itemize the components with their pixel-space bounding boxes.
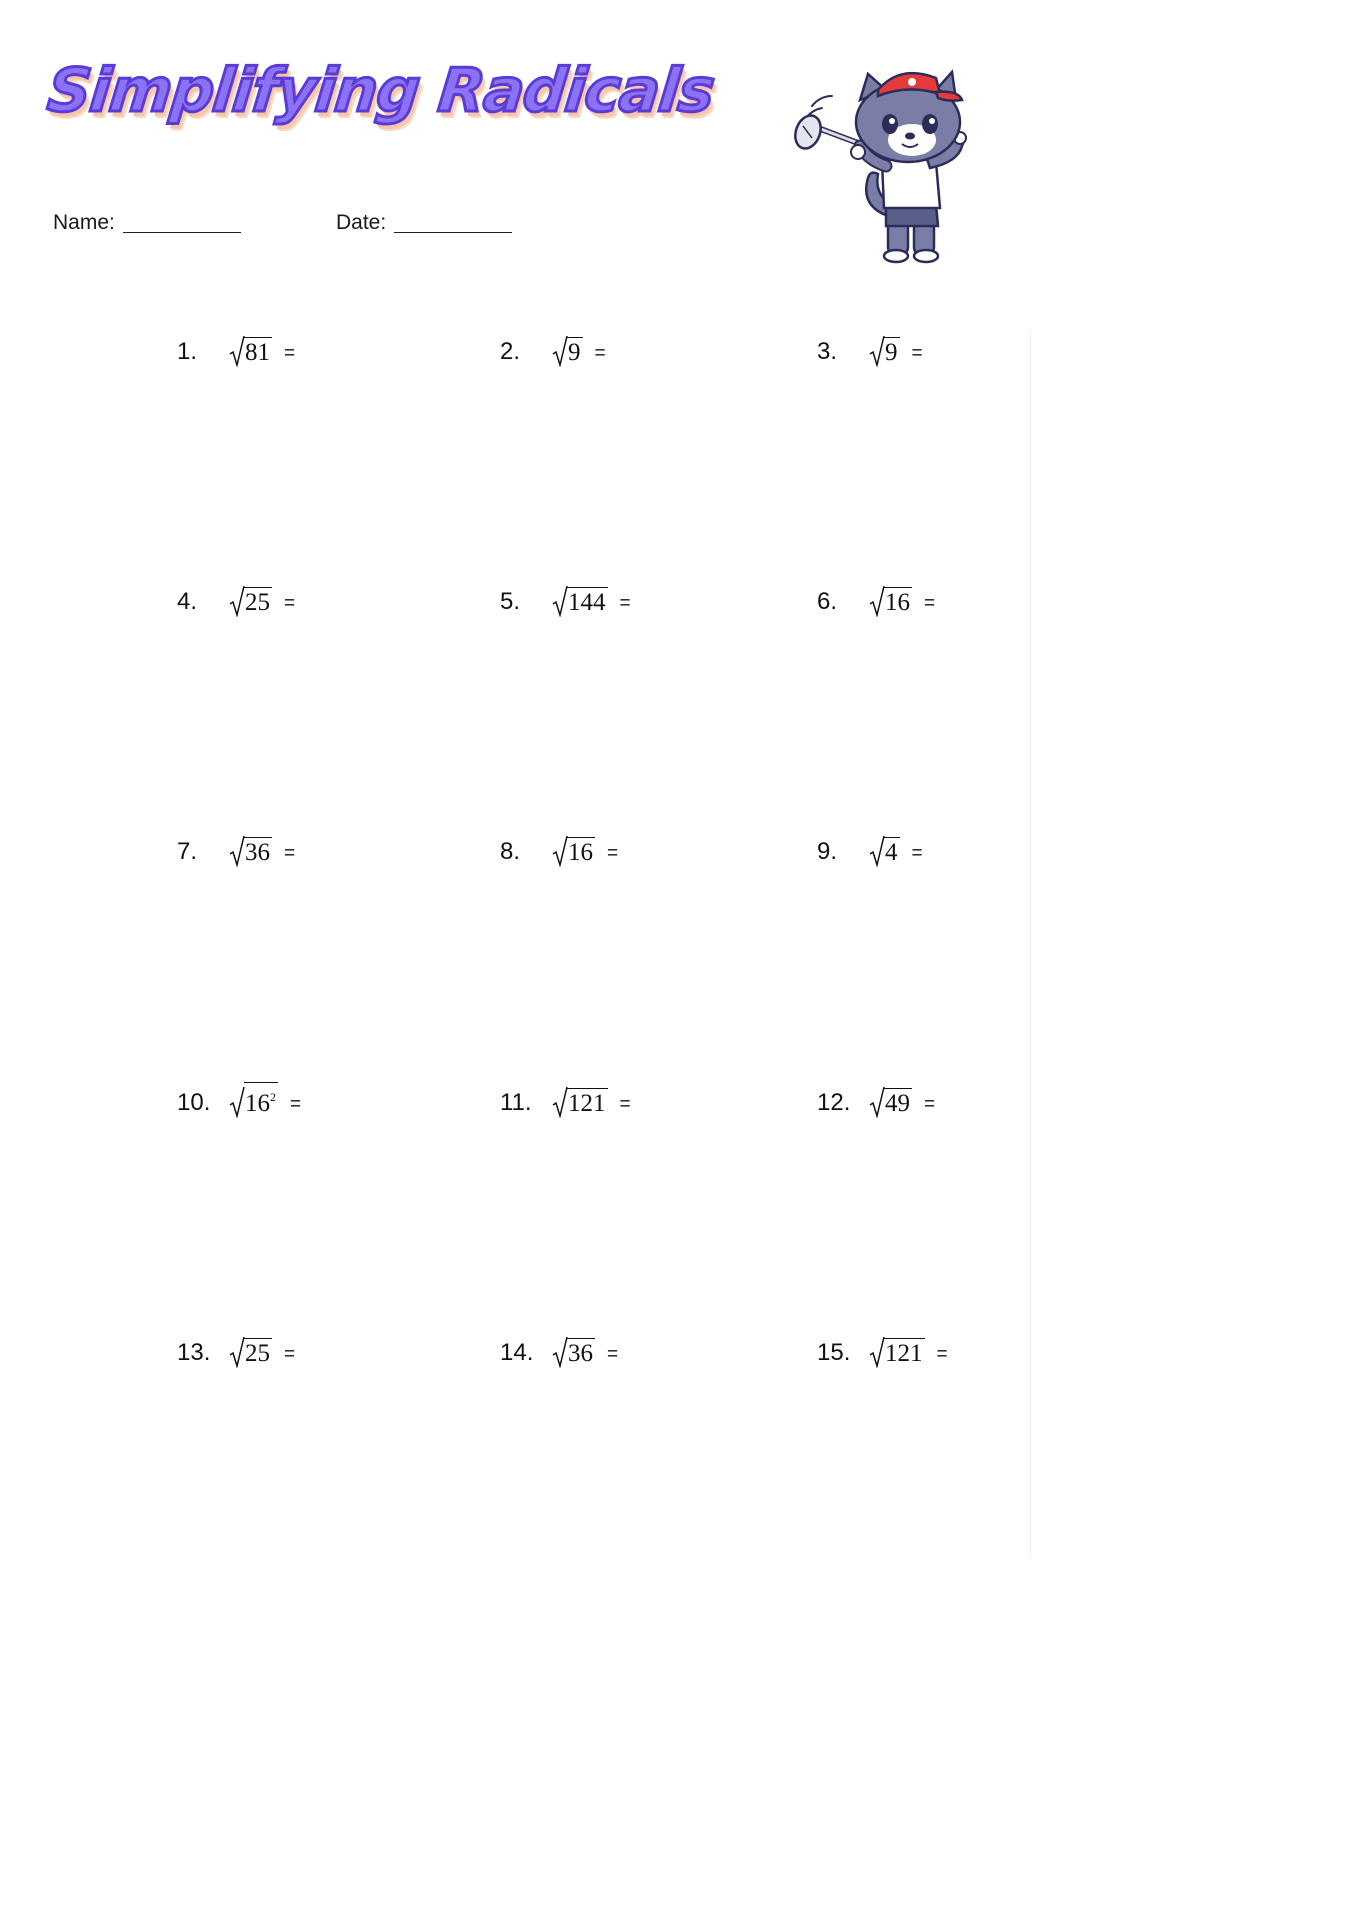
problem-number: 1. [177, 338, 198, 365]
square-root-expression [552, 833, 595, 867]
equals-sign: = [284, 1344, 296, 1365]
radical-sign-icon [552, 1086, 568, 1118]
equals-sign: = [290, 1094, 302, 1115]
radical-sign-icon [552, 1336, 568, 1368]
radicand [244, 587, 272, 617]
problem-item [500, 1328, 618, 1368]
problem-number: 6. [817, 588, 838, 615]
problem-item [177, 577, 295, 617]
problem-item [817, 1078, 935, 1118]
radicand [884, 837, 900, 867]
square-root-expression [869, 833, 900, 867]
equals-sign: = [284, 843, 296, 864]
radicand-value: 16 [885, 589, 910, 616]
problem-item [177, 1328, 295, 1368]
square-root-expression [869, 1334, 925, 1368]
radicand-value: 25 [245, 1340, 270, 1367]
problem-item [817, 327, 923, 367]
problem-item [500, 327, 606, 367]
equals-sign: = [619, 593, 631, 614]
problem-item [500, 577, 631, 617]
radical-sign-icon [552, 585, 568, 617]
date-blank-line [394, 231, 512, 233]
problem-number: 11. [500, 1089, 532, 1116]
radical-sign-icon [229, 835, 245, 867]
radical-sign-icon [869, 835, 885, 867]
radicand-value: 9 [568, 339, 581, 366]
problem-item [817, 1328, 948, 1368]
problem-number: 2. [500, 338, 521, 365]
square-root-expression [869, 583, 912, 617]
equals-sign: = [911, 843, 923, 864]
radicand-value: 121 [885, 1340, 923, 1367]
square-root-expression [229, 583, 272, 617]
square-root-expression [552, 333, 583, 367]
radicand-value: 36 [568, 1340, 593, 1367]
radicand-value: 16 [568, 839, 593, 866]
radical-sign-icon [229, 1336, 245, 1368]
radical-sign-icon [869, 1336, 885, 1368]
radicand [244, 837, 272, 867]
radicand-value: 25 [245, 589, 270, 616]
radicand [884, 337, 900, 367]
radicand-value: 9 [885, 339, 898, 366]
problem-number: 3. [817, 338, 838, 365]
problem-number: 7. [177, 838, 198, 865]
name-label: Name: [53, 211, 115, 234]
equals-sign: = [911, 343, 923, 364]
radicand [567, 587, 608, 617]
square-root-expression [552, 583, 608, 617]
equals-sign: = [936, 1344, 948, 1365]
equals-sign: = [619, 1094, 631, 1115]
date-field [336, 211, 512, 235]
radicand-value: 121 [568, 1090, 606, 1117]
square-root-expression [229, 1334, 272, 1368]
radicand [244, 1082, 278, 1118]
equals-sign: = [284, 593, 296, 614]
problem-number: 5. [500, 588, 521, 615]
equals-sign: = [924, 593, 936, 614]
square-root-expression [229, 1084, 278, 1118]
radicand-value: 81 [245, 339, 270, 366]
problem-item [500, 1078, 631, 1118]
name-field [53, 211, 241, 235]
problem-number: 15. [817, 1339, 851, 1366]
problem-item [177, 827, 295, 867]
radicand-value: 4 [885, 839, 898, 866]
page-edge-divider [1030, 330, 1031, 1558]
square-root-expression [552, 1084, 608, 1118]
equals-sign: = [284, 343, 296, 364]
radicand-value: 16 [245, 1090, 270, 1117]
problem-number: 13. [177, 1339, 211, 1366]
radicand [884, 1088, 912, 1118]
square-root-expression [229, 833, 272, 867]
radicand-value: 144 [568, 589, 606, 616]
problem-number: 14. [500, 1339, 534, 1366]
square-root-expression [229, 333, 272, 367]
radical-sign-icon [229, 335, 245, 367]
equals-sign: = [924, 1094, 936, 1115]
problem-item [177, 327, 295, 367]
problem-number: 8. [500, 838, 521, 865]
equals-sign: = [594, 343, 606, 364]
radicand [567, 1338, 595, 1368]
radical-sign-icon [229, 1086, 245, 1118]
problem-item [817, 827, 923, 867]
radicand [567, 337, 583, 367]
problem-item [177, 1078, 301, 1118]
name-blank-line [123, 231, 241, 233]
radicand [567, 837, 595, 867]
radicand-value: 36 [245, 839, 270, 866]
equals-sign: = [607, 1344, 619, 1365]
radical-sign-icon [869, 335, 885, 367]
page-title: Simplifying Radicals [44, 56, 717, 126]
radical-sign-icon [229, 585, 245, 617]
problem-item [817, 577, 935, 617]
date-label: Date: [336, 211, 387, 234]
problem-number: 9. [817, 838, 838, 865]
square-root-expression [869, 1084, 912, 1118]
radicand [884, 587, 912, 617]
cat-golfer-icon [790, 66, 980, 266]
radical-sign-icon [552, 335, 568, 367]
radical-sign-icon [869, 585, 885, 617]
problem-item [500, 827, 618, 867]
square-root-expression [869, 333, 900, 367]
radicand [244, 1338, 272, 1368]
radical-sign-icon [552, 835, 568, 867]
radicand [244, 337, 272, 367]
radicand [884, 1338, 925, 1368]
problem-number: 10. [177, 1089, 211, 1116]
equals-sign: = [607, 843, 619, 864]
square-root-expression [552, 1334, 595, 1368]
radical-sign-icon [869, 1086, 885, 1118]
radicand [567, 1088, 608, 1118]
problem-number: 4. [177, 588, 198, 615]
radicand-value: 49 [885, 1090, 910, 1117]
radicand-exponent: 2 [270, 1090, 276, 1104]
problem-number: 12. [817, 1089, 851, 1116]
